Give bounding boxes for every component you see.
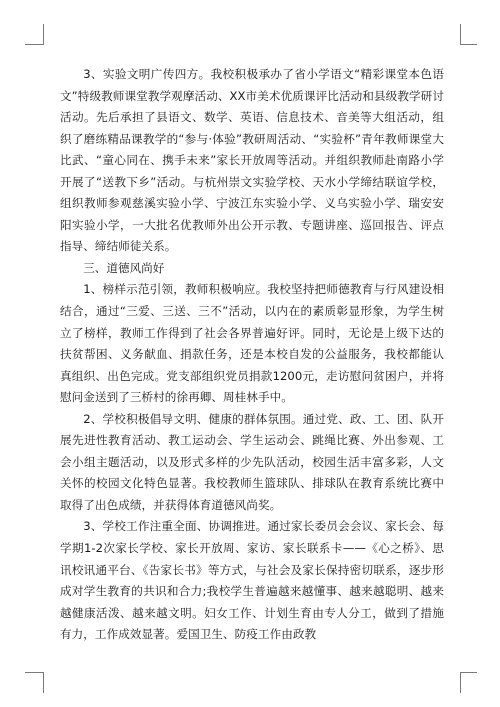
crop-mark-top-right: [460, 24, 477, 45]
document-body: [60, 64, 444, 646]
crop-mark-top-left: [25, 24, 44, 45]
section-heading-moral-ethos: 三、道德风尚好: [83, 260, 165, 275]
paragraph-coordinated-work: 3、学校工作注重全面、协调推进。通过家长委员会会议、家长会、每学期1-2次家长学校、家长开放周、家访、家长联系卡——《心之桥》、思讯校讯通平台、《告家长书》等方式，与社会及家长保持密切联系，逐步形成对学生教育的共识和合力;我校学生普遍越来越懂事、越来越聪明、越来越健康活泼、越来越文明。妇女工作、计划生育由专人分工，做到了措施有力，工作成效显著。爱国卫生、防疫工作由政教: [60, 519, 444, 642]
crop-mark-bottom-left: [25, 672, 44, 693]
paragraph-experiment-civilization: 3、实验文明广传四方。我校积极承办了省小学语文“精彩课堂本色语文”特级教师课堂教学观摩活动、XX市美术优质课评比活动和县级教学研讨活动。先后承担了县语文、数学、英语、信息技术、音美等大组活动，组织了磨练精品课教学的“参与·体验”教研周活动、“实验杯”青年教师课堂大比武、“童心同在、携手未来”家长开放周等活动。并组织教师赴南路小学开展了“送教下乡”活动。与杭州崇文实验学校、天水小学缔结联谊学校，组织教师参观慈溪实验小学、宁波江东实验小学、义乌实验小学、瑞安安阳实验小学，一大批名优教师外出公开示教、专题讲座、巡回报告、评点指导、缔结师徒关系。: [60, 67, 444, 254]
paragraph-role-model: 1、榜样示范引领，教师积极响应。我校坚持把师德教育与行风建设相结合，通过“三爱、三送、三不”活动，以内在的素质彰显形象，为学生树立了榜样，教师工作得到了社会各界普遍好评。同时，无论是上级下达的扶贫帮困、义务献血、捐款任务，还是本校自发的公益服务，我校都能认真组织、出色完成。党支部组织党员捐款1200元，走访慰问贫困户，并将慰问金送到了三桥村的徐再卿、周桂林手中。: [60, 282, 444, 405]
paragraph-healthy-atmosphere: 2、学校积极倡导文明、健康的群体氛围。通过党、政、工、团、队开展先进性教育活动、教工运动会、学生运动会、跳绳比赛、外出参观、工会小组主题活动，以及形式多样的少先队活动，校园生活丰富多彩，人文关怀的校园文化特色显著。我校教师生篮球队、排球队在教育系统比赛中取得了出色成绩，并获得体育道德风尚奖。: [60, 411, 444, 512]
crop-mark-bottom-right: [460, 672, 477, 693]
